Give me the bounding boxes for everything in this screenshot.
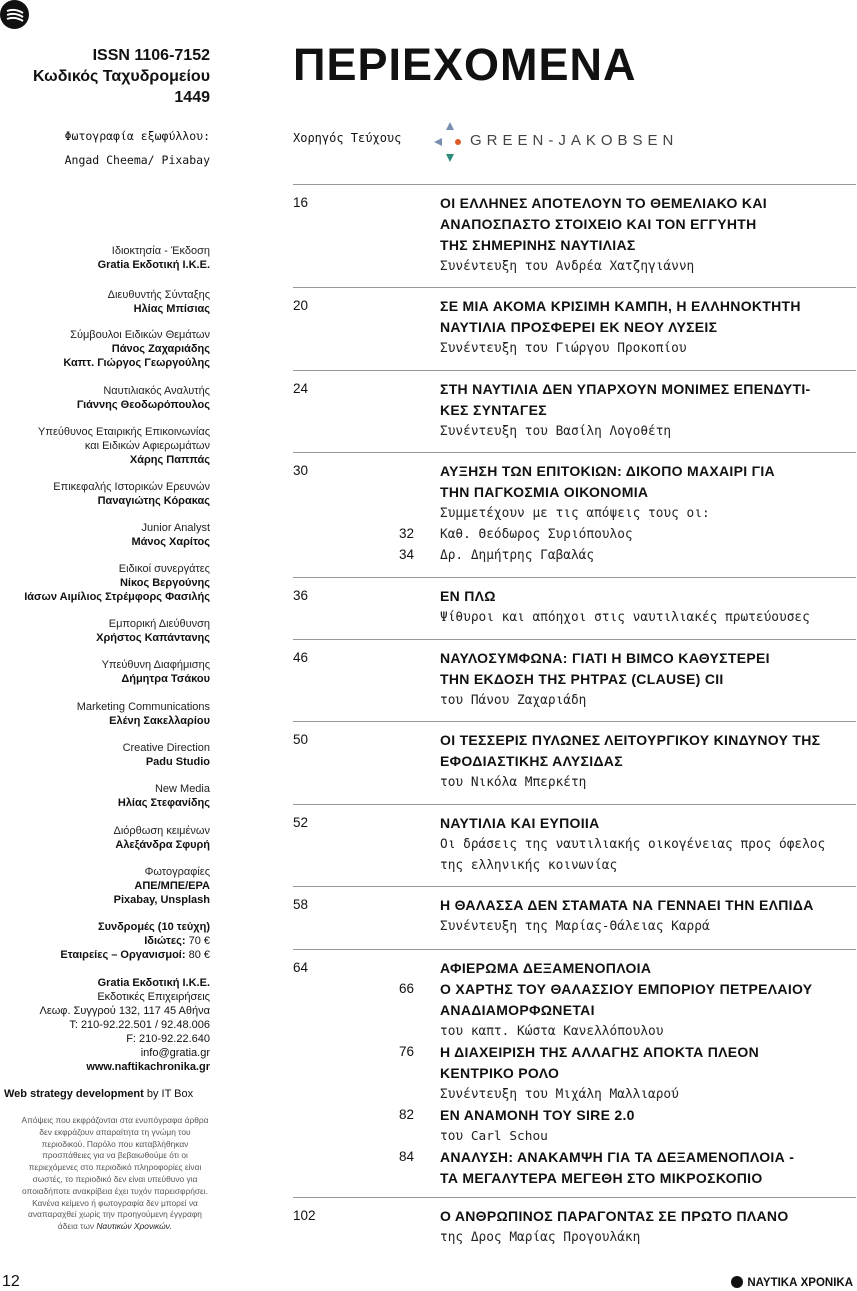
masthead-name: Ηλίας Μπίσιας [133,303,210,315]
toc-headline: ΝΑΥΤΙΛΙΑ ΚΑΙ ΕΥΠΟΙΙΑ [440,815,600,831]
publisher-phone: T: 210-92.22.501 / 92.48.006 [69,1019,210,1031]
sponsor-label: Χορηγός Τεύχους [293,131,402,145]
toc-page-number: 52 [293,815,309,830]
masthead-role: Διευθυντής Σύνταξης [107,289,210,301]
toc-subtitle: Συνέντευξη του Μιχάλη Μαλλιαρού [440,1087,679,1102]
toc-subtitle: του Νικόλα Μπερκέτη [440,775,587,790]
masthead-name: Μάνος Χαρίτος [131,536,210,548]
toc-subtitle: Συνέντευξη του Γιώργου Προκοπίου [440,341,687,356]
publisher-info [0,976,210,1074]
toc-entry[interactable] [293,184,856,285]
cover-photo-credit: Angad Cheema/ Pixabay [64,153,210,167]
masthead-name: ΑΠΕ/ΜΠΕ/EPA [134,880,210,892]
masthead-name: Gratia Εκδοτική Ι.Κ.Ε. [97,259,210,271]
brand-name: ΝΑΥΤΙΚΑ ΧΡΟΝΙΚΑ [747,1277,853,1289]
web-strategy-by: by IT Box [146,1088,194,1100]
masthead-name: Χρήστος Καπάντανης [96,632,210,644]
masthead-role: Junior Analyst [141,522,210,534]
sponsor-logo-icon [432,120,468,169]
companies-price: 80 € [188,949,210,961]
individuals-price: 70 € [188,935,210,947]
toc-subtitle: Συνέντευξη του Βασίλη Λογοθέτη [440,424,672,439]
masthead-name: Ιάσων Αιμίλιος Στρέμφορς Φασιλής [24,591,210,603]
toc-headline: ΣΤΗ ΝΑΥΤΙΛΙΑ ΔΕΝ ΥΠΑΡΧΟΥΝ ΜΟΝΙΜΕΣ ΕΠΕΝΔΥΤΙ- [440,381,811,397]
masthead-analyst [0,384,210,412]
subscriptions-title: Συνδρομές (10 τεύχη) [98,921,210,933]
toc-headline: ΤΗΣ ΣΗΜΕΡΙΝΗΣ ΝΑΥΤΙΛΙΑΣ [440,237,636,253]
toc-entry[interactable] [293,1197,856,1258]
masthead-name: Ηλίας Στεφανίδης [117,797,210,809]
masthead-role: Marketing Communications [76,701,210,713]
toc-entry[interactable] [293,721,856,802]
publisher-line: Εκδοτικές Επιχειρήσεις [97,991,210,1003]
toc-page-number: 30 [293,463,309,478]
web-strategy [4,1088,193,1100]
toc-headline: ΑΥΞΗΣΗ ΤΩΝ ΕΠΙΤΟΚΙΩΝ: ΔΙΚΟΠΟ ΜΑΧΑΙΡΙ ΓΙΑ [440,463,775,479]
masthead-marketing [0,700,210,728]
masthead-proofreading [0,824,210,852]
masthead-role: Ειδικοί συνεργάτες [118,563,210,575]
toc-headline: ΕΝ ΠΛΩ [440,588,496,604]
web-strategy-label: Web strategy development [4,1088,144,1100]
masthead-role: Σύμβουλοι Ειδικών Θεμάτων [70,329,210,341]
masthead-role-cont: και Ειδικών Αφιερωμάτων [84,440,210,452]
toc-page-number: 50 [293,732,309,747]
masthead-junior [0,521,210,549]
toc-subtitle: Δρ. Δημήτρης Γαβαλάς [440,548,595,563]
publisher-address: Λεωφ. Συγγρού 132, 117 45 Αθήνα [39,1005,210,1017]
masthead-role: Φωτογραφίες [144,866,210,878]
toc-subtitle: Συνέντευξη του Ανδρέα Χατζηγιάννη [440,259,695,274]
masthead-role: Υπεύθυνος Εταιρικής Επικοινωνίας [38,426,210,438]
toc-headline: ΟΙ ΕΛΛΗΝΕΣ ΑΠΟΤΕΛΟΥΝ ΤΟ ΘΕΜΕΛΙΑΚΟ ΚΑΙ [440,195,767,211]
masthead-name: Νίκος Βεργούνης [119,577,210,589]
masthead-name: Pixabay, Unsplash [113,894,210,906]
magazine-logo-icon [0,0,29,29]
toc-headline: ΑΦΙΕΡΩΜΑ ΔΕΞΑΜΕΝΟΠΛΟΙΑ [440,960,652,976]
toc-page-number: 36 [293,588,309,603]
toc-headline: ΕΝ ΑΝΑΜΟΝΗ ΤΟΥ SIRE 2.0 [440,1107,635,1123]
masthead-name: Πάνος Ζαχαριάδης [111,343,210,355]
toc-subpage-number: 82 [399,1107,415,1122]
masthead-name: Αλεξάνδρα Σφυρή [115,839,210,851]
toc-headline: ΑΝΑΛΥΣΗ: ΑΝΑΚΑΜΨΗ ΓΙΑ ΤΑ ΔΕΞΑΜΕΝΟΠΛΟΙΑ - [440,1149,795,1165]
cover-photo-label: Φωτογραφία εξωφύλλου: [64,129,210,143]
toc-subpage-number: 34 [399,547,415,562]
toc-subpage-number: 84 [399,1149,415,1164]
companies-label: Εταιρείες – Οργανισμοί: [60,949,186,961]
masthead-communications [0,425,210,467]
toc-headline: ΤΗΝ ΕΚΔΟΣΗ ΤΗΣ ΡΗΤΡΑΣ (CLAUSE) CII [440,671,724,687]
disclaimer [20,1115,210,1233]
masthead-photos [0,865,210,907]
toc-page-number: 20 [293,298,309,313]
toc-headline: ΚΕΣ ΣΥΝΤΑΓΕΣ [440,402,547,418]
masthead-role: Διόρθωση κειμένων [113,825,210,837]
toc-subtitle: της ελληνικής κοινωνίας [440,858,618,873]
disclaimer-text: Απόψεις που εκφράζονται στα ενυπόγραφα άρθρα δεν εκφράζουν απαραίτητα τη γνώμη του περιοδικού. Παρόλο που καταβλήθηκαν προσπάθειες για να βεβαιωθούμε ότι οι περιεχόμενες στο περιοδικό πληροφορίες είναι σωστές, το περιοδικό δεν είναι υπεύθυνο για οποιαδήποτε ανακρίβεια έχει τυχόν παρεισφρήσει. Κανένα κείμενο ή φωτογραφία δεν μπορεί να αναπαραχθεί χωρίς την προηγούμενη έγγραφη άδεια των [21,1115,209,1232]
toc-headline: ΤΗΝ ΠΑΓΚΟΣΜΙΑ ΟΙΚΟΝΟΜΙΑ [440,484,649,500]
masthead-creative [0,741,210,769]
brand-footer [731,1276,853,1289]
masthead-role: Υπεύθυνη Διαφήμισης [101,659,210,671]
toc-headline: ΕΦΟΔΙΑΣΤΙΚΗΣ ΑΛΥΣΙΔΑΣ [440,753,623,769]
toc-page-number: 102 [293,1208,316,1223]
masthead-new-media [0,782,210,810]
masthead-role: New Media [154,783,210,795]
subscriptions [0,920,210,962]
publisher-fax: F: 210-92.22.640 [126,1033,210,1045]
page-number: 12 [2,1273,20,1290]
masthead-name: Ελένη Σακελλαρίου [109,715,210,727]
toc-subtitle: Συμμετέχουν με τις απόψεις τους οι: [440,506,710,521]
brand-logo-icon [731,1276,743,1288]
issn: ISSN 1106-7152 [92,47,210,64]
masthead-ownership [0,244,210,272]
toc-entry[interactable] [293,886,856,947]
toc-page-number: 16 [293,195,309,210]
page-title: ΠΕΡΙΕΧΟΜΕΝΑ [293,39,637,90]
toc-headline: Η ΔΙΑΧΕΙΡΙΣΗ ΤΗΣ ΑΛΛΑΓΗΣ ΑΠΟΚΤΑ ΠΛΕΟΝ [440,1044,759,1060]
masthead-role: Ναυτιλιακός Αναλυτής [103,385,210,397]
disclaimer-magazine: Ναυτικών Χρονικών. [96,1221,173,1232]
masthead-advisors [0,328,210,370]
toc-subtitle: Ψίθυροι και απόηχοι στις ναυτιλιακές πρωτεύουσες [440,610,810,625]
masthead-collaborators [0,562,210,604]
masthead-commercial [0,617,210,645]
toc-subpage-number: 66 [399,981,415,996]
toc-subpage-number: 76 [399,1044,415,1059]
toc-subtitle: του καπτ. Κώστα Κανελλόπουλου [440,1024,664,1039]
toc-headline: ΝΑΥΤΙΛΙΑ ΠΡΟΣΦΕΡΕΙ ΕΚ ΝΕΟΥ ΛΥΣΕΙΣ [440,319,718,335]
toc-entry[interactable] [293,804,856,885]
toc-subtitle: Συνέντευξη της Μαρίας-Θάλειας Καρρά [440,919,710,934]
toc-headline: ΑΝΑΔΙΑΜΟΡΦΩΝΕΤΑΙ [440,1002,595,1018]
masthead-role: Επικεφαλής Ιστορικών Ερευνών [53,481,210,493]
toc-page-number: 24 [293,381,309,396]
masthead-research [0,480,210,508]
toc-subtitle: του Πάνου Ζαχαριάδη [440,693,587,708]
publisher-email[interactable]: info@gratia.gr [140,1047,210,1059]
toc-headline: Η ΘΑΛΑΣΣΑ ΔΕΝ ΣΤΑΜΑΤΑ ΝΑ ΓΕΝΝΑΕΙ ΤΗΝ ΕΛΠΙΔΑ [440,897,814,913]
masthead-name: Χάρης Παππάς [129,454,210,466]
toc-headline: Ο ΧΑΡΤΗΣ ΤΟΥ ΘΑΛΑΣΣΙΟΥ ΕΜΠΟΡΙΟΥ ΠΕΤΡΕΛΑΙΟΥ [440,981,813,997]
masthead-name: Καπτ. Γιώργος Γεωργούλης [63,357,210,369]
toc-entry[interactable] [293,452,856,575]
postal-code: 1449 [174,89,210,106]
publisher-name: Gratia Εκδοτική Ι.Κ.Ε. [97,977,210,989]
masthead-editor [0,288,210,316]
toc-headline: ΤΑ ΜΕΓΑΛΥΤΕΡΑ ΜΕΓΕΘΗ ΣΤΟ ΜΙΚΡΟΣΚΟΠΙΟ [440,1170,763,1186]
toc-page-number: 58 [293,897,309,912]
masthead-advertising [0,658,210,686]
masthead-name: Δήμητρα Τσάκου [121,673,210,685]
toc-headline: ΚΕΝΤΡΙΚΟ ΡΟΛΟ [440,1065,560,1081]
masthead-role: Εμπορική Διεύθυνση [108,618,210,630]
toc-subtitle: του Carl Schou [440,1129,548,1144]
toc-subtitle: Καθ. Θεόδωρος Συριόπουλος [440,527,633,542]
masthead-role: Creative Direction [122,742,210,754]
toc-subtitle: Οι δράσεις της ναυτιλιακής οικογένειας προς όφελος [440,837,826,852]
masthead-role: Ιδιοκτησία - Έκδοση [111,245,210,257]
toc-subtitle: της Δρος Μαρίας Προγουλάκη [440,1230,641,1245]
masthead-name: Padu Studio [145,756,210,768]
toc-entry[interactable] [293,577,856,638]
toc-page-number: 46 [293,650,309,665]
toc-subpage-number: 32 [399,526,415,541]
toc-page-number: 64 [293,960,309,975]
toc-entry[interactable] [293,370,856,451]
toc-entry[interactable] [293,639,856,720]
masthead-name: Παναγιώτης Κόρακας [97,495,210,507]
individuals-label: Ιδιώτες: [144,935,186,947]
toc-headline: ΑΝΑΠΟΣΠΑΣΤΟ ΣΤΟΙΧΕΙΟ ΚΑΙ ΤΟΝ ΕΓΓΥΗΤΗ [440,216,757,232]
sponsor-name: GREEN-JAKOBSEN [470,132,679,149]
toc-headline: ΣΕ ΜΙΑ ΑΚΟΜΑ ΚΡΙΣΙΜΗ ΚΑΜΠΗ, Η ΕΛΛΗΝΟΚΤΗΤΗ [440,298,801,314]
toc-entry[interactable] [293,949,856,1195]
toc-headline: Ο ΑΝΘΡΩΠΙΝΟΣ ΠΑΡΑΓΟΝΤΑΣ ΣΕ ΠΡΩΤΟ ΠΛΑΝΟ [440,1208,789,1224]
masthead-name: Γιάννης Θεοδωρόπουλος [76,399,210,411]
toc-headline: ΟΙ ΤΕΣΣΕΡΙΣ ΠΥΛΩΝΕΣ ΛΕΙΤΟΥΡΓΙΚΟΥ ΚΙΝΔΥΝΟΥ ΤΗΣ [440,732,821,748]
postal-code-label: Κωδικός Ταχυδρομείου [32,68,210,85]
publisher-website[interactable]: www.naftikachronika.gr [86,1061,210,1073]
toc-entry[interactable] [293,287,856,368]
toc-headline: ΝΑΥΛΟΣΥΜΦΩΝΑ: ΓΙΑΤΙ Η BIMCO ΚΑΘΥΣΤΕΡΕΙ [440,650,770,666]
